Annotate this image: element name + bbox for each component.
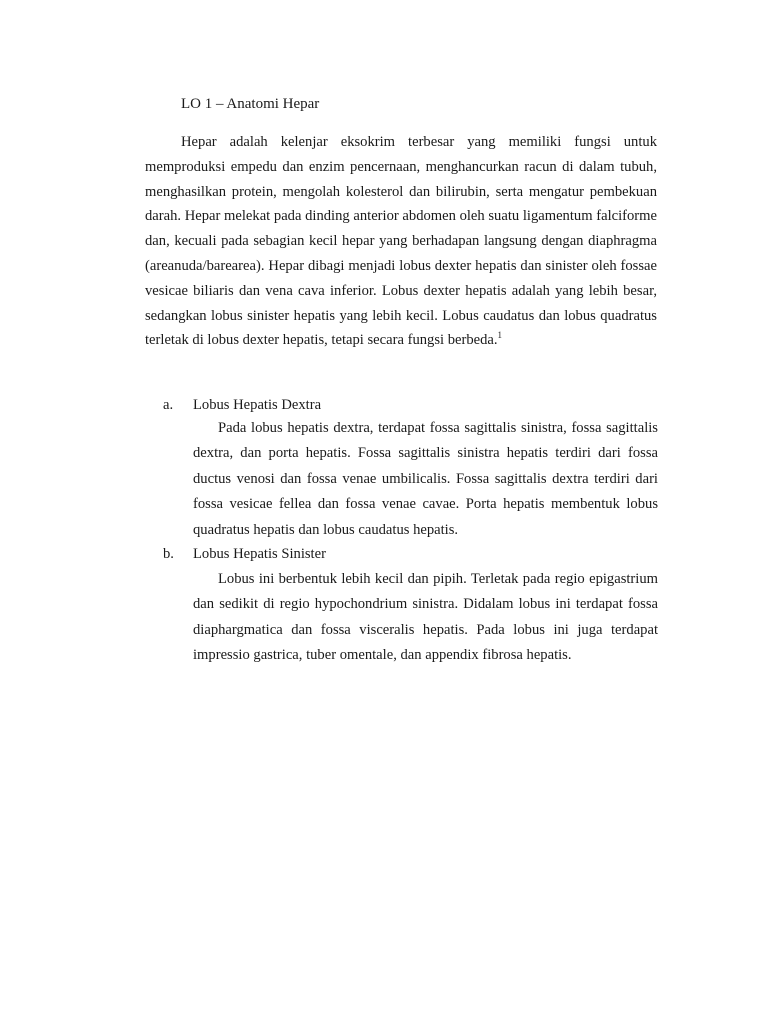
section-a-marker: a. <box>163 397 174 413</box>
page-title: LO 1 – Anatomi Hepar <box>181 96 320 112</box>
section-a-title: Lobus Hepatis Dextra <box>193 397 322 413</box>
section-b-paragraph: Lobus ini berbentuk lebih kecil dan pipih. Terletak pada regio epigastrium dan sedikit di regio hypochondrium sinistra. Didalam lobus ini terdapat fossa diaphargmatica dan fossa visceralis hepatis. Pada lobus ini juga terdapat impressio gastrica, tuber omentale, dan appendix fibrosa hepatis. <box>193 571 658 664</box>
section-b-title: Lobus Hepatis Sinister <box>193 546 326 562</box>
intro-paragraph <box>145 130 657 353</box>
footnote-reference: 1 <box>497 330 503 341</box>
section-b-marker: b. <box>163 546 174 562</box>
intro-text: Hepar adalah kelenjar eksokrim terbesar yang memiliki fungsi untuk memproduksi empedu dan enzim pencernaan, menghancurkan racun di dalam tubuh, menghasilkan protein, mengolah kolesterol dan bilirubin, serta mengatur pembekuan darah. Hepar melekat pada dinding anterior abdomen oleh suatu ligamentum falciforme dan, kecuali pada sebagian kecil hepar yang berhadapan langsung dengan diaphragma (areanuda/barearea). Hepar dibagi menjadi lobus dexter hepatis dan sinister oleh fossae vesicae biliaris dan vena cava inferior. Lobus dexter hepatis adalah yang lebih besar, sedangkan lobus sinister hepatis yang lebih kecil. Lobus caudatus dan lobus quadratus terletak di lobus dexter hepatis, tetapi secara fungsi berbeda. <box>145 134 657 349</box>
section-a-paragraph: Pada lobus hepatis dextra, terdapat fossa sagittalis sinistra, fossa sagittalis dextra, dan porta hepatis. Fossa sagittalis sinistra hepatis terdiri dari fossa ductus venosi dan fossa venae umbilicalis. Fossa sagittalis dextra terdiri dari fossa vesicae fellea dan fossa venae cavae. Porta hepatis membentuk lobus quadratus hepatis dan lobus caudatus hepatis. <box>193 420 658 538</box>
